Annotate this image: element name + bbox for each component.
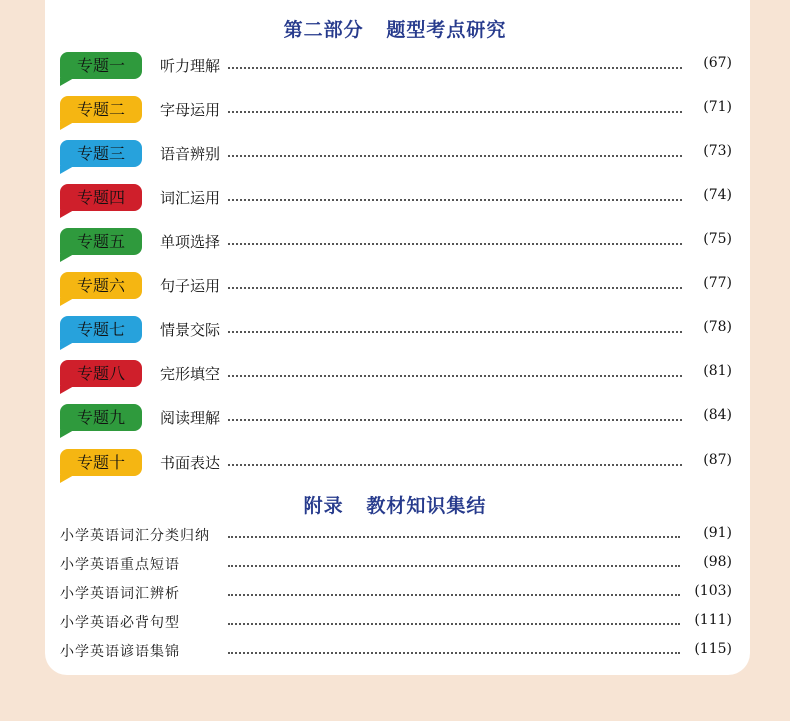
- section-title-appendix: 附录 教材知识集结: [303, 495, 487, 517]
- topic-title: 词汇运用: [160, 189, 221, 207]
- page-number: (98): [703, 554, 732, 570]
- appendix-title: 小学英语词汇辨析: [60, 583, 180, 603]
- page-number: (71): [703, 99, 732, 115]
- dot-leader: [228, 155, 682, 157]
- toc-row-topic-10[interactable]: [60, 449, 732, 483]
- topic-title: 情景交际: [160, 321, 221, 339]
- toc-row-appendix-3[interactable]: [60, 583, 732, 605]
- toc-row-topic-9[interactable]: [60, 404, 732, 438]
- topic-title: 单项选择: [160, 233, 221, 251]
- dot-leader: [228, 375, 682, 377]
- page-number: (115): [694, 641, 732, 657]
- toc-row-appendix-2[interactable]: [60, 554, 732, 576]
- topic-tag: 专题六: [60, 272, 142, 299]
- topic-tag: 专题十: [60, 449, 142, 476]
- topic-title: 听力理解: [160, 57, 221, 75]
- toc-row-topic-1[interactable]: [60, 52, 732, 86]
- topic-tag: 专题二: [60, 96, 142, 123]
- page-number: (103): [694, 583, 732, 599]
- dot-leader: [228, 652, 680, 654]
- dot-leader: [228, 464, 682, 466]
- topic-title: 字母运用: [160, 101, 221, 119]
- page-number: (75): [703, 231, 732, 247]
- dot-leader: [228, 419, 682, 421]
- dot-leader: [228, 287, 682, 289]
- toc-row-appendix-5[interactable]: [60, 641, 732, 663]
- page-number: (74): [703, 187, 732, 203]
- dot-leader: [228, 243, 682, 245]
- topic-tag: 专题一: [60, 52, 142, 79]
- dot-leader: [228, 565, 680, 567]
- dot-leader: [228, 331, 682, 333]
- dot-leader: [228, 536, 680, 538]
- page-number: (67): [703, 55, 732, 71]
- topic-tag: 专题七: [60, 316, 142, 343]
- toc-row-appendix-1[interactable]: [60, 525, 732, 547]
- appendix-title: 小学英语谚语集锦: [60, 641, 180, 661]
- topic-title: 书面表达: [160, 454, 221, 472]
- page-number: (91): [703, 525, 732, 541]
- toc-row-topic-6[interactable]: [60, 272, 732, 306]
- dot-leader: [228, 594, 680, 596]
- page-number: (78): [703, 319, 732, 335]
- topic-title: 阅读理解: [160, 409, 221, 427]
- dot-leader: [228, 67, 682, 69]
- toc-row-topic-4[interactable]: [60, 184, 732, 218]
- dot-leader: [228, 199, 682, 201]
- appendix-title: 小学英语重点短语: [60, 554, 180, 574]
- appendix-title: 小学英语词汇分类归纳: [60, 525, 210, 545]
- topic-tag: 专题五: [60, 228, 142, 255]
- page-number: (111): [694, 612, 732, 628]
- toc-row-topic-3[interactable]: [60, 140, 732, 174]
- toc-row-appendix-4[interactable]: [60, 612, 732, 634]
- appendix-title: 小学英语必背句型: [60, 612, 180, 632]
- page-number: (84): [703, 407, 732, 423]
- toc-row-topic-7[interactable]: [60, 316, 732, 350]
- toc-row-topic-2[interactable]: [60, 96, 732, 130]
- topic-tag: 专题九: [60, 404, 142, 431]
- topic-title: 句子运用: [160, 277, 221, 295]
- page-number: (73): [703, 143, 732, 159]
- page-number: (77): [703, 275, 732, 291]
- toc-row-topic-8[interactable]: [60, 360, 732, 394]
- topic-tag: 专题三: [60, 140, 142, 167]
- section-title-part2: 第二部分 题型考点研究: [283, 19, 507, 41]
- topic-title: 语音辨别: [160, 145, 221, 163]
- topic-title: 完形填空: [160, 365, 221, 383]
- dot-leader: [228, 111, 682, 113]
- toc-row-topic-5[interactable]: [60, 228, 732, 262]
- topic-tag: 专题四: [60, 184, 142, 211]
- topic-tag: 专题八: [60, 360, 142, 387]
- page-number: (81): [703, 363, 732, 379]
- page-number: (87): [703, 452, 732, 468]
- dot-leader: [228, 623, 680, 625]
